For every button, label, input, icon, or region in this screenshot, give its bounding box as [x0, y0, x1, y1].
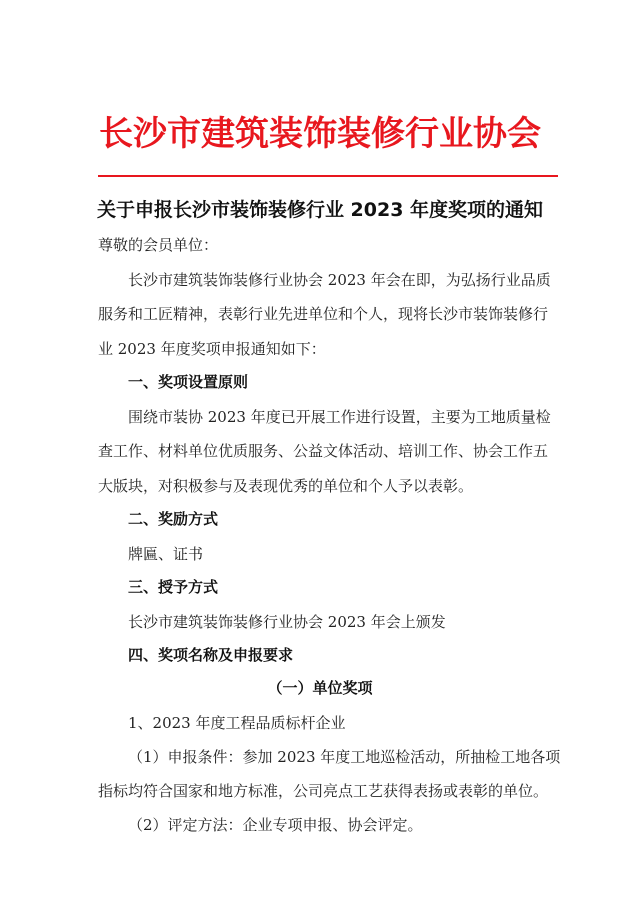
- section-3-text: 长沙市建筑装饰装修行业协会 2023 年会上颁发: [128, 613, 446, 631]
- award-method: （2）评定方法：企业专项申报、协会评定。: [128, 816, 423, 834]
- section-1-line-1: 围绕市装协 2023 年度已开展工作进行设置，主要为工地质量检: [128, 408, 551, 426]
- intro-line-1: 长沙市建筑装饰装修行业协会 2023 年会在即，为弘扬行业品质: [128, 271, 551, 289]
- intro-line-2: 服务和工匠精神，表彰行业先进单位和个人，现将长沙市装饰装修行: [98, 305, 549, 323]
- intro-line-3: 业 2023 年度奖项申报通知如下：: [98, 340, 326, 358]
- award-item-1: 1、2023 年度工程品质标杆企业: [128, 714, 346, 732]
- section-2-text: 牌匾、证书: [128, 545, 204, 563]
- section-2-heading: 二、奖励方式: [128, 510, 219, 528]
- org-letterhead-title: 长沙市建筑装饰装修行业协会: [99, 114, 541, 154]
- letterhead-red-rule: [98, 175, 558, 177]
- unit-awards-subheading: （一）单位奖项: [267, 679, 373, 697]
- section-1-line-2: 查工作、材料单位优质服务、公益文体活动、培训工作、协会工作五: [98, 442, 549, 460]
- notice-title: 关于申报长沙市装饰装修行业 2023 年度奖项的通知: [96, 199, 544, 221]
- award-condition-line-1: （1）申报条件：参加 2023 年度工地巡检活动，所抽检工地各项: [128, 748, 561, 766]
- section-3-heading: 三、授予方式: [128, 578, 219, 596]
- award-condition-line-2: 指标均符合国家和地方标准，公司亮点工艺获得表扬或表彰的单位。: [98, 782, 549, 800]
- section-1-heading: 一、奖项设置原则: [128, 373, 249, 391]
- section-4-heading: 四、奖项名称及申报要求: [128, 646, 294, 664]
- section-1-line-3: 大版块，对积极参与及表现优秀的单位和个人予以表彰。: [98, 477, 474, 495]
- salutation: 尊敬的会员单位：: [98, 236, 219, 254]
